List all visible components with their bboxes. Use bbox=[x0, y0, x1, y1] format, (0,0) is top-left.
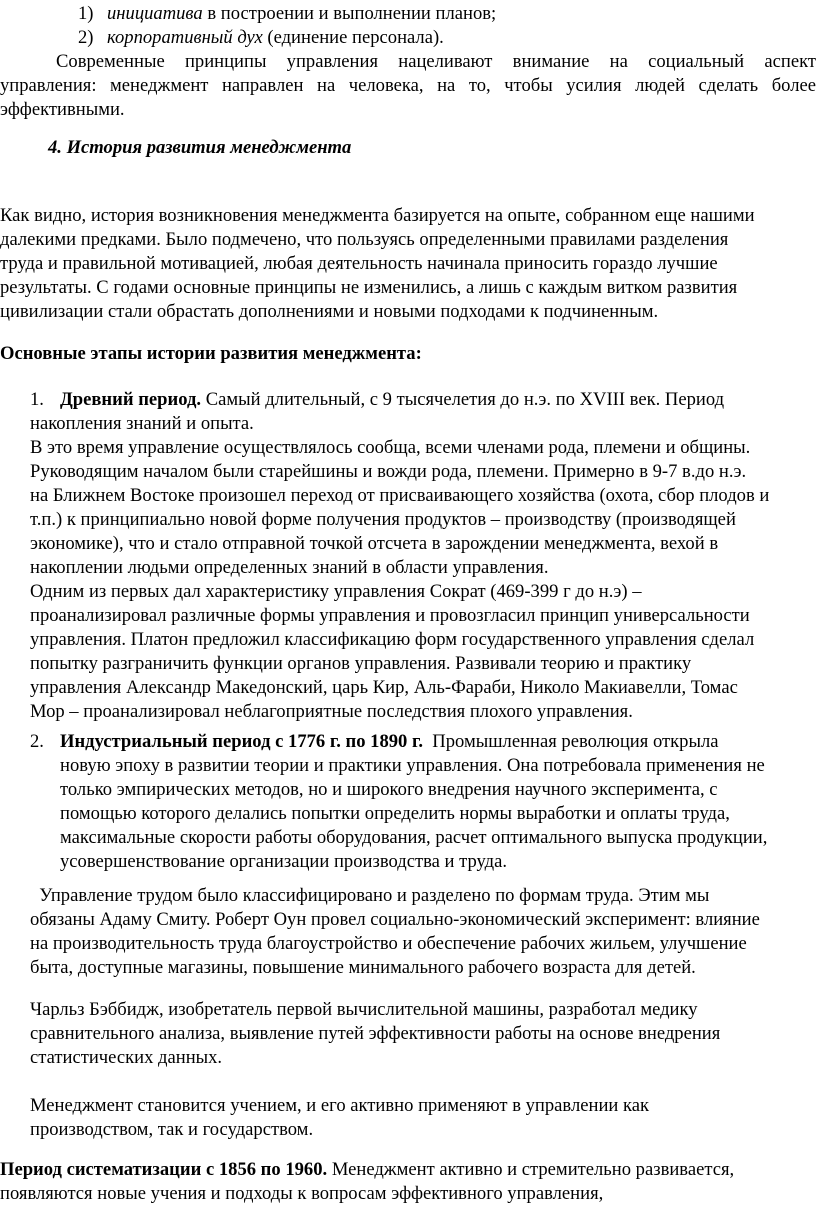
stages-heading: Основные этапы истории развития менеджмента: bbox=[0, 343, 422, 364]
paragraph-line: труда и правильной мотивацией, любая деятельность начинала приносить гораздо лучшие bbox=[0, 253, 718, 274]
paragraph-line: быта, доступные магазины, повышение минимального рабочего возраста для детей. bbox=[30, 957, 696, 978]
period-text: Менеджмент активно и стремительно развивается, bbox=[327, 1159, 735, 1180]
stage-line: управления Александр Македонский, царь Кир, Аль-Фараби, Николо Макиавелли, Томас bbox=[30, 677, 738, 698]
stage-number: 2. bbox=[30, 731, 44, 752]
stage-line: Руководящим началом были старейшины и вожди рода, племени. Примерно в 9-7 в.до н.э. bbox=[30, 461, 747, 482]
stage-line: помощью которого делались попытки определить нормы выработки и оплаты труда, bbox=[60, 803, 730, 824]
stage-line: на Ближнем Востоке произошел переход от присваивающего хозяйства (охота, сбор плодов и bbox=[30, 485, 770, 506]
paragraph-line: на производительность труда благоустройство и обеспечение рабочих жильем, улучшение bbox=[30, 933, 747, 954]
stage-line: Одним из первых дал характеристику управления Сократ (469-399 г до н.э) – bbox=[30, 581, 642, 602]
stage-1 bbox=[30, 388, 769, 724]
history-paragraph bbox=[0, 204, 755, 324]
paragraph-line: появляются новые учения и подходы к вопросам эффективного управления, bbox=[0, 1183, 604, 1204]
stage-number: 1. bbox=[30, 389, 44, 410]
stage-line: только эмпирических методов, но и широкого внедрения научного эксперимента, с bbox=[60, 779, 718, 800]
stage-line: новую эпоху в развитии теории и практики управления. Она потребовала применения не bbox=[60, 755, 765, 776]
stage-2 bbox=[30, 730, 767, 874]
paragraph-line: Управление трудом было классифицировано и разделено по формам труда. Этим мы bbox=[30, 885, 710, 906]
period-title: Период систематизации с 1856 по 1960. bbox=[0, 1159, 328, 1180]
paragraph-line: Чарльз Бэббидж, изобретатель первой вычислительной машины, разработал медику bbox=[30, 999, 698, 1020]
paragraph-line: эффективными. bbox=[0, 99, 125, 120]
doctrine-paragraph bbox=[30, 1094, 649, 1142]
section-title: 4. История развития менеджмента bbox=[48, 137, 352, 158]
intro-paragraph bbox=[0, 50, 816, 122]
stage-line: управления. Платон предложил классификацию форм государственного управления сделал bbox=[30, 629, 755, 650]
paragraph-line: производством, так и государством. bbox=[30, 1119, 314, 1140]
paragraph-line: обязаны Адаму Смиту. Роберт Оун провел социально-экономический эксперимент: влияние bbox=[30, 909, 760, 930]
stage-line: В это время управление осуществлялось сообща, всеми членами рода, племени и общины. bbox=[30, 437, 751, 458]
stage-line: экономике), что и стало отправной точкой отсчета в зарождении менеджмента, вехой в bbox=[30, 533, 719, 554]
stage-text: Промышленная революция открыла bbox=[423, 731, 719, 752]
stage-line: проанализировал различные формы управления и провозгласил принцип универсальности bbox=[30, 605, 750, 626]
paragraph-line: цивилизации стали обрастать дополнениями и новыми подходами к подчиненным. bbox=[0, 301, 659, 322]
paragraph-line: далекими предками. Было подмечено, что пользуясь определенными правилами разделения bbox=[0, 229, 729, 250]
paragraph-line: Как видно, история возникновения менеджмента базируется на опыте, собранном еще нашими bbox=[0, 205, 755, 226]
systematization-paragraph bbox=[0, 1158, 734, 1206]
paragraph-line: Менеджмент становится учением, и его активно применяют в управлении как bbox=[30, 1095, 650, 1116]
labor-paragraph bbox=[30, 884, 760, 980]
list-number: 2) bbox=[78, 27, 94, 48]
stage-line: накопления знаний и опыта. bbox=[30, 413, 254, 434]
babbage-paragraph bbox=[30, 998, 720, 1070]
list-text: в построении и выполнении планов; bbox=[202, 3, 497, 24]
stage-line: попытку разграничить функции органов управления. Развивали теорию и практику bbox=[30, 653, 692, 674]
list-term: корпоративный дух bbox=[107, 27, 263, 48]
list-term: инициатива bbox=[107, 3, 203, 24]
stage-line: Мор – проанализировал неблагоприятные последствия плохого управления. bbox=[30, 701, 633, 722]
list-number: 1) bbox=[78, 3, 94, 24]
stage-line: накоплении людьми определенных знаний в области управления. bbox=[30, 557, 549, 578]
stage-text: Самый длительный, с 9 тысячелетия до н.э. по XVIII век. Период bbox=[201, 389, 725, 410]
paragraph-line: Современные принципы управления нацеливают внимание на социальный аспект bbox=[56, 51, 816, 72]
paragraph-line: статистических данных. bbox=[30, 1047, 223, 1068]
paragraph-line: сравнительного анализа, выявление путей эффективности работы на основе внедрения bbox=[30, 1023, 721, 1044]
intro-list-item-2 bbox=[78, 26, 444, 50]
stage-line: усовершенствование организации производства и труда. bbox=[60, 851, 507, 872]
stage-title: Индустриальный период с 1776 г. по 1890 г. bbox=[60, 731, 423, 752]
stage-line: т.п.) к принципиально новой форме получения продуктов – производству (производящей bbox=[30, 509, 736, 530]
paragraph-line: результаты. С годами основные принципы не изменились, а лишь с каждым витком развития bbox=[0, 277, 738, 298]
intro-list-item-1 bbox=[78, 2, 496, 26]
stage-title: Древний период. bbox=[60, 389, 202, 410]
stage-line: максимальные скорости работы оборудования, расчет оптимального выпуска продукции, bbox=[60, 827, 768, 848]
paragraph-line: управления: менеджмент направлен на человека, на то, чтобы усилия людей сделать более bbox=[0, 75, 816, 96]
list-text: (единение персонала). bbox=[262, 27, 444, 48]
